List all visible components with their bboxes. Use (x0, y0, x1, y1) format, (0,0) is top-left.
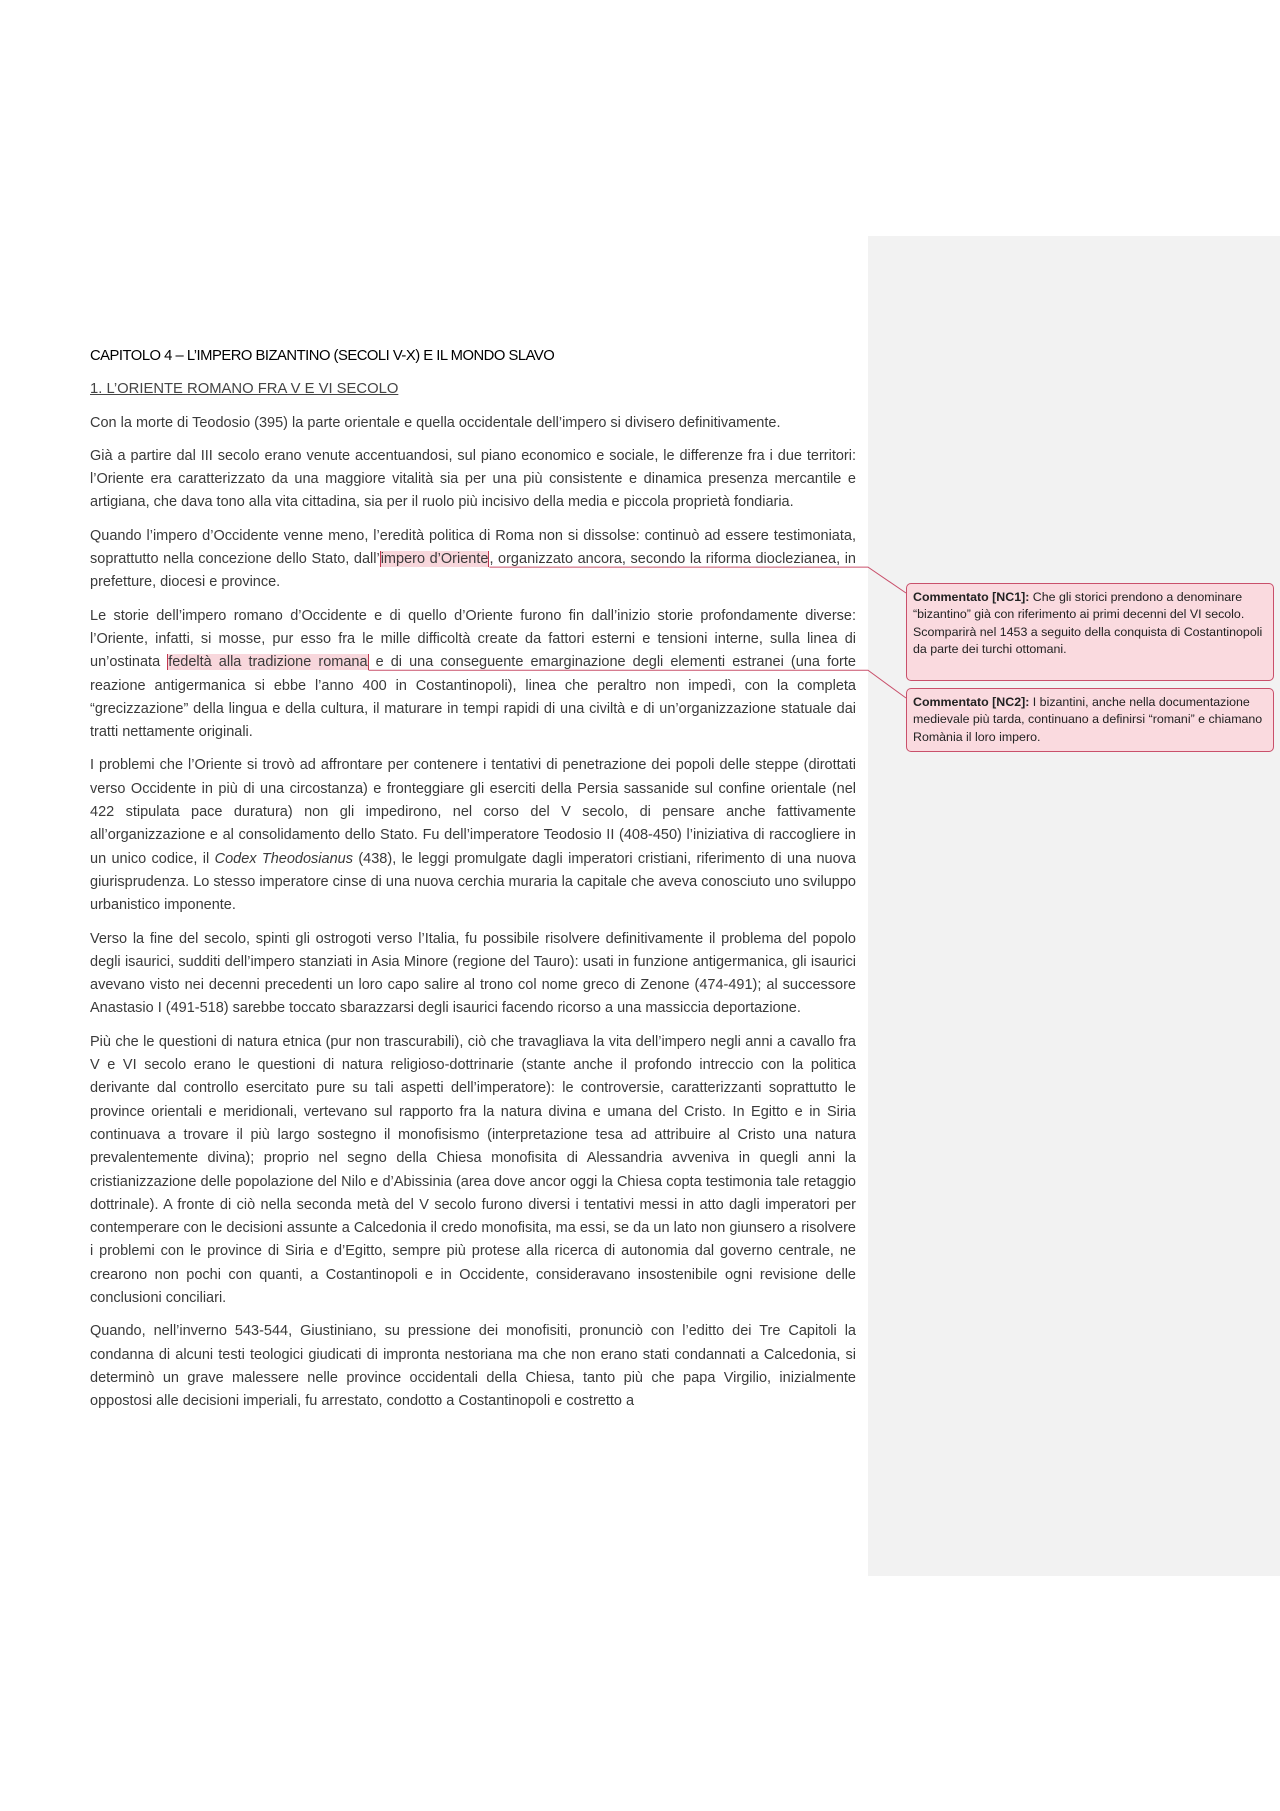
paragraph-5-text-a: I problemi che l’Oriente si trovò ad affrontare per contenere i tentativi di penetrazione dei popoli delle steppe (dirottati verso Occidente in più di una circostanza) e fronteggiare gli eserciti della Persia sassanide sul confine orientale (nel 422 stipulata pace duratura) non gli impedirono, nel corso del V secolo, di pensare anche fattivamente all’organizzazione e al consolidamento dello Stato. Fu dell’imperatore Teodosio II (408-450) l’iniziativa di raccogliere in un unico codice, il (90, 757, 856, 867)
paragraph-8: Quando, nell’inverno 543-544, Giustiniano, su pressione dei monofisiti, pronunciò con l’editto dei Tre Capitoli la condanna di alcuni testi teologici giudicati di impronta nestoriana ma che non erano stati condannati a Calcedonia, si determinò un grave malessere nelle province occidentali della Chiesa, tanto più che papa Virgilio, inizialmente oppostosi alle decisioni imperiali, fu arrestato, condotto a Costantinopoli e costretto a (90, 1323, 856, 1410)
codex-title-italic: Codex Theodosianus (214, 850, 353, 867)
paragraph-6: Verso la fine del secolo, spinti gli ostrogoti verso l’Italia, fu possibile risolvere definitivamente il problema del popolo degli isaurici, sudditi dell’impero stanziati in Asia Minore (regione del Tauro): usati in funzione antigermanica, gli isaurici avevano visto nei decenni precedenti un loro capo salire al trono col nome greco di Zenone (474-491); al successore Anastasio I (491-518) sarebbe toccato sbarazzarsi degli isaurici facendo ricorso a una massiccia deportazione. (90, 930, 856, 1017)
paragraph-7: Più che le questioni di natura etnica (pur non trascurabili), ciò che travagliava la vita dell’impero negli anni a cavallo fra V e VI secolo erano le questioni di natura religioso-dottrinarie (stante anche il profondo intreccio con la politica derivante dal controllo esercitato pure su tali aspetti dell’imperatore): le controversie, caratterizzanti soprattutto le province orientali e meridionali, vertevano sul rapporto fra la natura divina e umana del Cristo. In Egitto e in Siria continuava a trovare il più largo sostegno il monofisismo (interpretazione tesa ad attribuire al Cristo una natura prevalentemente divina); proprio nel segno della Chiesa monofisita di Alessandria avveniva in quegli anni la cristianizzazione delle popolazione del Nilo e d’Abissinia (area dove ancor oggi la Chiesa copta testimonia tale retaggio dottrinale). A fronte di ciò nella seconda metà del V secolo furono diversi i tentativi messi in atto dagli imperatori per contemperare con le decisioni assunte a Calcedonia il credo monofisita, ma essi, se da un lato non giunsero a risolvere i problemi con le province di Siria e d’Egitto, sempre più protese alla ricerca di autonomia dal governo centrale, ne crearono non pochi con quanti, a Costantinopoli e in Occidente, consideravano insostenibile ogni revisione delle conclusioni conciliari. (90, 1033, 856, 1306)
document-body (90, 345, 856, 1423)
paragraph-5 (90, 754, 856, 917)
chapter-title: CAPITOLO 4 – L’IMPERO BIZANTINO (SECOLI V-X) E IL MONDO SLAVO (90, 348, 555, 364)
paragraph-4-text-b: e di una conseguente emarginazione degli elementi estranei (una forte reazione antigermanica si ebbe l’anno 400 in Costantinopoli), linea che peraltro non impedì, con la completa “grecizzazione” della lingua e della cultura, il maturare in tempi rapidi di una civiltà e di un’organizzazione statuale dai tratti nettamente originali. (90, 654, 856, 741)
comment-anchor-nc2[interactable]: fedeltà alla tradizione romana (168, 654, 368, 671)
paragraph-3-text-a: Quando l’impero d’Occidente venne meno, l’eredità politica di Roma non si dissolse: continuò ad essere testimoniata, soprattutto nella concezione dello Stato, dall’ (90, 527, 856, 568)
comment-nc2-label: Commentato [NC2]: (913, 695, 1030, 709)
paragraph-4 (90, 605, 856, 745)
paragraph-4-text-a: Le storie dell’impero romano d’Occidente e di quello d’Oriente furono fin dall’inizio storie profondamente diverse: l’Oriente, infatti, si mosse, pur esso fra le mille difficoltà create da fattori esterni e tensioni interne, sulla linea di un’ostinata (90, 607, 856, 671)
paragraph-3 (90, 525, 856, 595)
comment-nc1-label: Commentato [NC1]: (913, 590, 1030, 604)
comment-nc2-text: I bizantini, anche nella documentazione medievale più tarda, continuano a definirsi “romani” e chiamano Romània il loro impero. (913, 695, 1263, 744)
paragraph-3-text-b: , organizzato ancora, secondo la riforma dioclezianea, in prefetture, diocesi e province. (90, 551, 856, 591)
paragraph-2: Già a partire dal III secolo erano venute accentuandosi, sul piano economico e sociale, le differenze fra i due territori: l’Oriente era caratterizzato da una maggiore vitalità sia per una più consistente e dinamica presenza mercantile e artigiana, che dava tono alla vita cittadina, sia per il ruolo più incisivo della media e piccola proprietà fondiaria. (90, 447, 856, 511)
comment-anchor-nc1[interactable]: impero d’Oriente (380, 551, 489, 568)
comment-nc2[interactable] (906, 688, 1274, 752)
comments-margin-pane (868, 236, 1280, 1576)
paragraph-1: Con la morte di Teodosio (395) la parte orientale e quella occidentale dell’impero si divisero definitivamente. (90, 414, 781, 431)
section-heading: 1. L’ORIENTE ROMANO FRA V E VI SECOLO (90, 381, 399, 398)
paragraph-5-text-b: (438), le leggi promulgate dagli imperatori cristiani, riferimento di una nuova giurisprudenza. Lo stesso imperatore cinse di una nuova cerchia muraria la capitale che aveva conosciuto uno sviluppo urbanistico imponente. (90, 850, 856, 914)
comment-nc1[interactable] (906, 583, 1274, 681)
comment-nc1-text-2: Scomparirà nel 1453 a seguito della conquista di Costantinopoli da parte dei turchi ottomani. (913, 624, 1263, 657)
comment-nc1-text: Che gli storici prendono a denominare “bizantino” già con riferimento ai primi decenni del VI secolo. (913, 590, 1245, 622)
